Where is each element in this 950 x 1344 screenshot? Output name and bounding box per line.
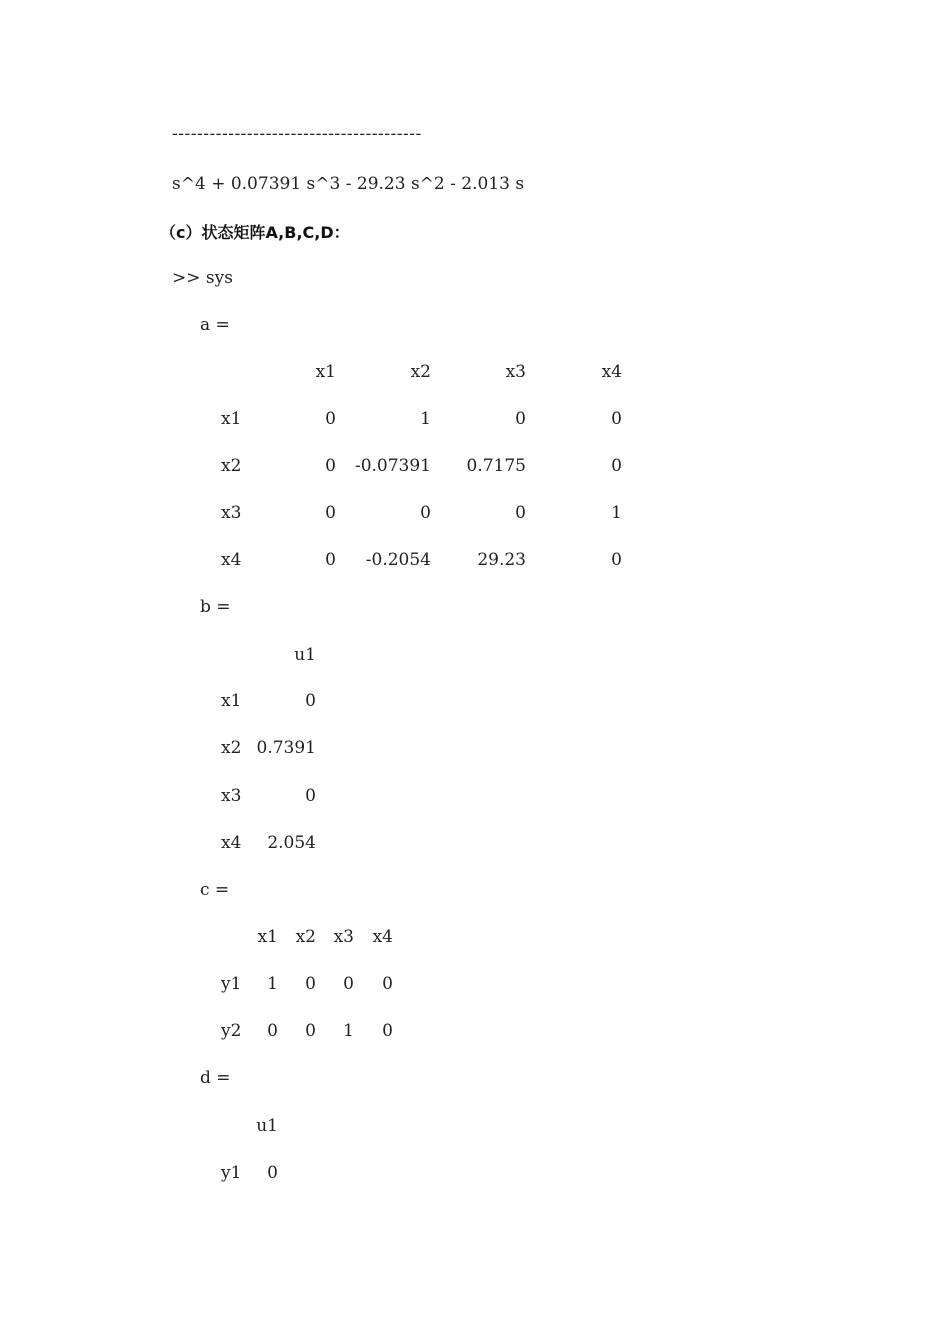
matrix-c-cell: 0: [343, 974, 354, 994]
matrix-a-cell: -0.07391: [354, 456, 431, 476]
matrix-a-cell: 0: [515, 503, 526, 523]
matrix-c-cell: 0: [305, 1021, 316, 1041]
matrix-a-row-label: x2: [221, 456, 242, 476]
matrix-c-col-header: x1: [257, 927, 278, 947]
matrix-d-label: d =: [200, 1068, 231, 1088]
matrix-c-row-label: y1: [221, 974, 242, 994]
matrix-a-col-header: x4: [601, 362, 622, 382]
command-prompt: >> sys: [172, 268, 233, 288]
matrix-a-cell: 0: [325, 503, 336, 523]
matrix-c-col-header: x2: [295, 927, 316, 947]
matrix-a-cell: 0: [611, 409, 622, 429]
matrix-c-cell: 0: [267, 1021, 278, 1041]
matrix-d-row-label: y1: [221, 1163, 242, 1183]
matrix-b-label: b =: [200, 597, 231, 617]
matrix-c-label: c =: [200, 880, 230, 900]
matrix-a-label: a =: [200, 315, 230, 335]
matrix-a-col-header: x2: [410, 362, 431, 382]
matrix-a-cell: 0: [611, 456, 622, 476]
matrix-b-row-label: x3: [221, 786, 242, 806]
section-heading: （c）状态矩阵A,B,C,D：: [160, 223, 350, 242]
matrix-a-cell: 1: [420, 409, 431, 429]
matrix-c-cell: 0: [382, 1021, 393, 1041]
matrix-c-row-label: y2: [221, 1021, 242, 1041]
matrix-a-cell: 0: [611, 550, 622, 570]
matrix-b-cell: 0: [305, 786, 316, 806]
matrix-b-cell: 0: [305, 691, 316, 711]
matrix-b-row-label: x2: [221, 738, 242, 758]
denominator-polynomial: s^4 + 0.07391 s^3 - 29.23 s^2 - 2.013 s: [172, 174, 525, 194]
matrix-b-row-label: x1: [221, 691, 242, 711]
matrix-c-cell: 0: [382, 974, 393, 994]
matrix-b-row-label: x4: [221, 833, 242, 853]
matrix-a-row-label: x3: [221, 503, 242, 523]
matrix-a-cell: 0: [325, 456, 336, 476]
matrix-a-col-header: x1: [315, 362, 336, 382]
fraction-bar: ----------------------------------------: [172, 124, 422, 144]
matrix-a-cell: 0: [325, 550, 336, 570]
matrix-c-cell: 0: [305, 974, 316, 994]
matrix-c-col-header: x4: [372, 927, 393, 947]
matrix-c-cell: 1: [343, 1021, 354, 1041]
matrix-a-cell: 29.23: [477, 550, 526, 570]
matrix-d-col-header: u1: [256, 1116, 278, 1136]
matrix-c-cell: 1: [267, 974, 278, 994]
matrix-d-cell: 0: [267, 1163, 278, 1183]
matrix-b-col-header: u1: [294, 645, 316, 665]
matrix-a-cell: 0: [420, 503, 431, 523]
matrix-a-row-label: x1: [221, 409, 242, 429]
matrix-b-cell: 2.054: [267, 833, 316, 853]
matrix-a-cell: 0: [325, 409, 336, 429]
matrix-c-col-header: x3: [333, 927, 354, 947]
matrix-a-cell: 0.7175: [466, 456, 526, 476]
matrix-a-cell: 1: [611, 503, 622, 523]
matrix-a-col-header: x3: [505, 362, 526, 382]
matrix-a-cell: 0: [515, 409, 526, 429]
matrix-b-cell: 0.7391: [256, 738, 316, 758]
matrix-a-cell: -0.2054: [365, 550, 431, 570]
matrix-a-row-label: x4: [221, 550, 242, 570]
